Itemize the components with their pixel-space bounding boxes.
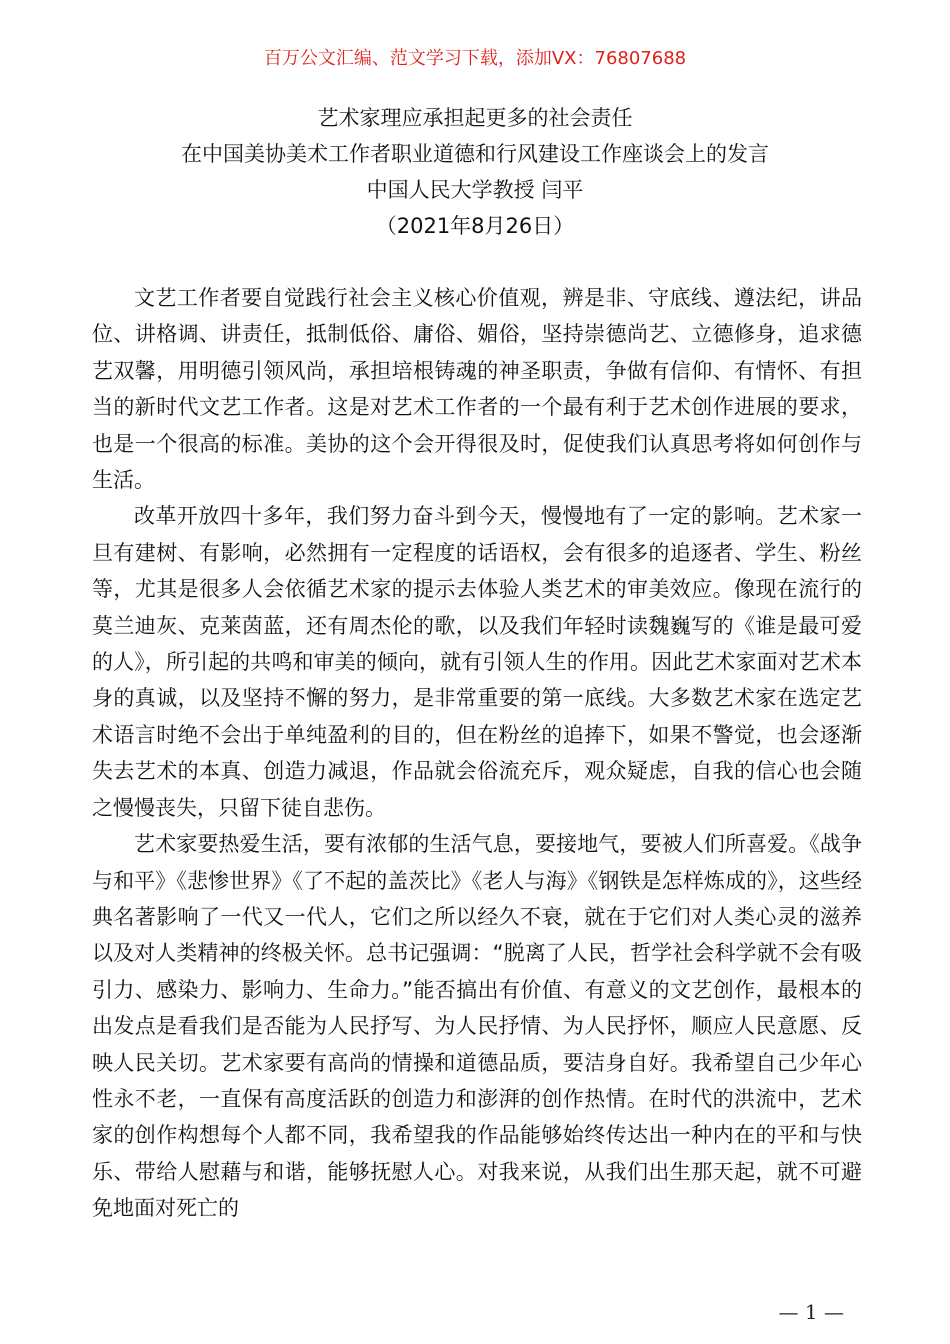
- document-subtitle: 在中国美协美术工作者职业道德和行风建设工作座谈会上的发言: [181, 142, 769, 166]
- author-line: 中国人民大学教授 闫平: [366, 178, 584, 202]
- document-title: 艺术家理应承担起更多的社会责任: [317, 106, 633, 130]
- paragraph: 改革开放四十多年，我们努力奋斗到今天，慢慢地有了一定的影响。艺术家一旦有建树、有影响，必然拥有一定程度的话语权，会有很多的追逐者、学生、粉丝等，尤其是很多人会依循艺术家的提示去体验人类艺术的审美效应。像现在流行的莫兰迪灰、克莱茵蓝，还有周杰伦的歌，以及我们年轻时读魏巍写的《谁是最可爱的人》，所引起的共鸣和审美的倾向，就有引领人生的作用。因此艺术家面对艺术本身的真诚，以及坚持不懈的努力，是非常重要的第一底线。大多数艺术家在选定艺术语言时绝不会出于单纯盈利的目的，但在粉丝的追捧下，如果不警觉，也会逐渐失去艺术的本真、创造力减退，作品就会俗流充斥，观众疑虑，自我的信心也会随之慢慢丧失，只留下徒自悲伤。: [92, 504, 862, 820]
- page-number: — 1 —: [778, 1300, 844, 1324]
- paragraph: 文艺工作者要自觉践行社会主义核心价值观，辨是非、守底线、遵法纪，讲品位、讲格调、讲责任，抵制低俗、庸俗、媚俗，坚持崇德尚艺、立德修身，追求德艺双馨，用明德引领风尚，承担培根铸魂的神圣职责，争做有信仰、有情怀、有担当的新时代文艺工作者。这是对艺术工作者的一个最有利于艺术创作进展的要求，也是一个很高的标准。美协的这个会开得很及时，促使我们认真思考将如何创作与生活。: [92, 286, 862, 493]
- document-body: [92, 280, 862, 1227]
- paragraph: 艺术家要热爱生活，要有浓郁的生活气息，要接地气，要被人们所喜爱。《战争与和平》《悲惨世界》《了不起的盖茨比》《老人与海》《钢铁是怎样炼成的》，这些经典名著影响了一代又一代人，它们之所以经久不衰，就在于它们对人类心灵的滋养以及对人类精神的终极关怀。总书记强调：“脱离了人民，哲学社会科学就不会有吸引力、感染力、影响力、生命力。”能否搞出有价值、有意义的文艺创作，最根本的出发点是看我们是否能为人民抒写、为人民抒情、为人民抒怀，顺应人民意愿、反映人民关切。艺术家要有高尚的情操和道德品质，要洁身自好。我希望自己少年心性永不老，一直保有高度活跃的创造力和澎湃的创作热情。在时代的洪流中，艺术家的创作构想每个人都不同，我希望我的作品能够始终传达出一种内在的平和与快乐、带给人慰藉与和谐，能够抚慰人心。对我来说，从我们出生那天起，就不可避免地面对死亡的: [92, 832, 862, 1221]
- date-line: （2021年8月26日）: [375, 214, 575, 238]
- watermark-banner: 百万公文汇编、范文学习下载，添加VX：76807688: [263, 48, 687, 69]
- title-block: [0, 100, 950, 244]
